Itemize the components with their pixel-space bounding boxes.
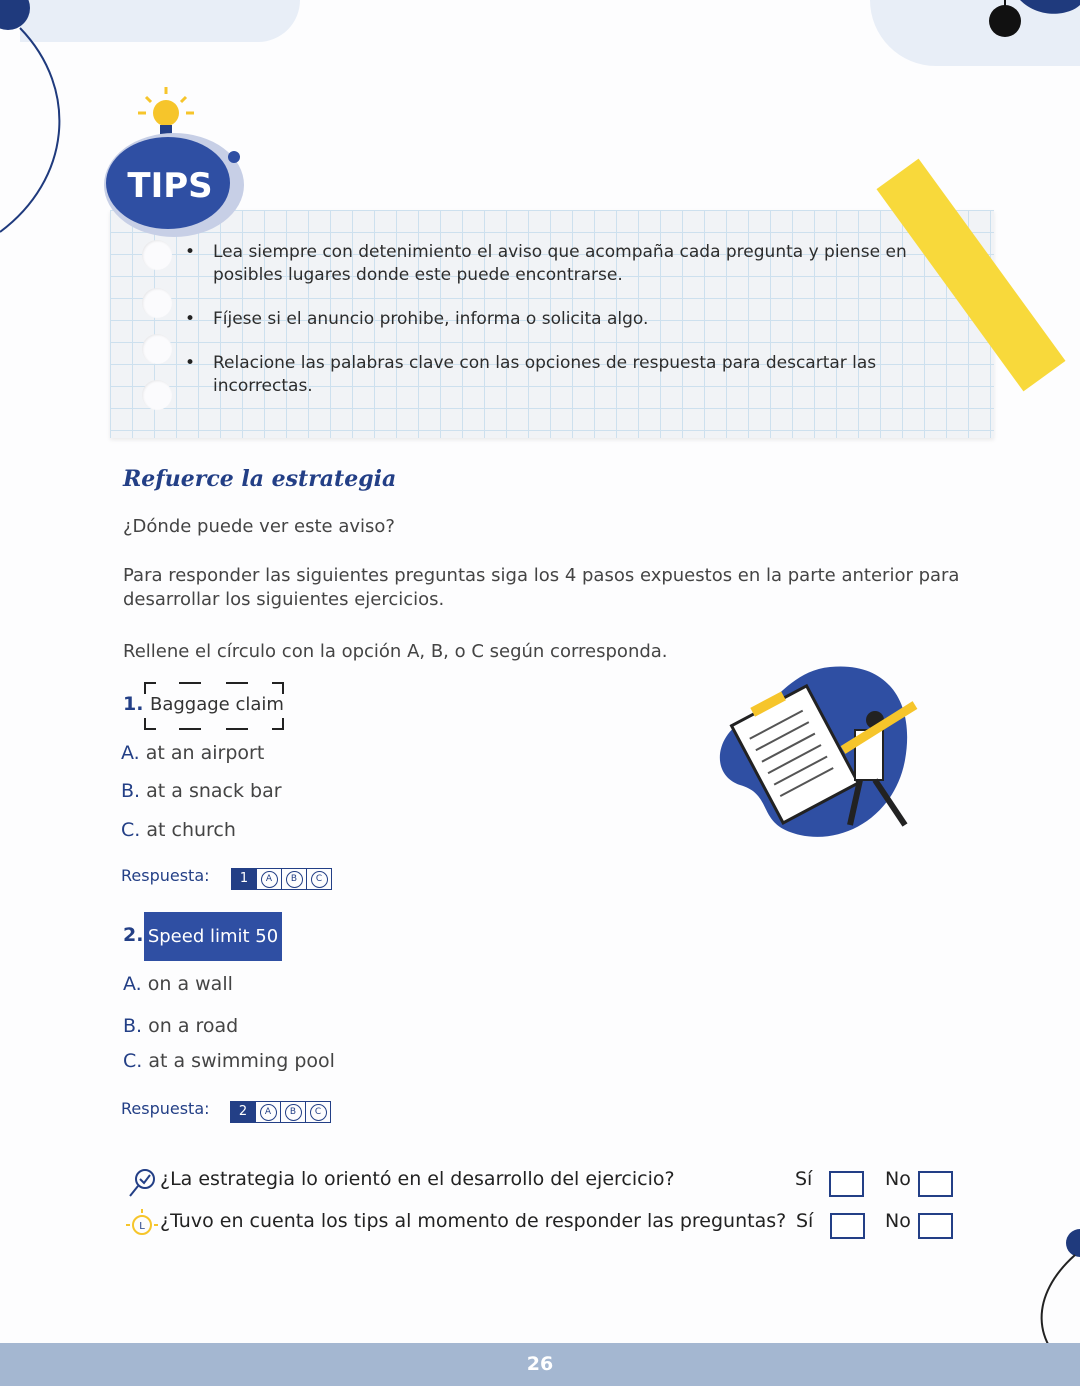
question-1-number: 1.	[123, 693, 144, 715]
check-2-no-box[interactable]	[918, 1213, 953, 1239]
instructions-text: Para responder las siguientes preguntas siga los 4 pasos expuestos en la parte anterior para desarrollar los siguientes ejercicios.	[123, 565, 960, 610]
check-question-1: ¿La estrategia lo orientó en el desarrollo del ejercicio?	[160, 1168, 675, 1190]
check-1-yes-label: Sí	[795, 1168, 813, 1190]
tip-item: • Fíjese si el anuncio prohibe, informa o solicita algo.	[185, 308, 925, 331]
page-number: 26	[526, 1353, 554, 1375]
tip-item: • Relacione las palabras clave con las opciones de respuesta para descartar las incorrectas.	[185, 352, 925, 398]
magnifier-check-icon	[128, 1168, 158, 1198]
q2-answer-label: Respuesta:	[121, 1099, 210, 1118]
q2-option-b[interactable]: B. on a road	[123, 1015, 239, 1037]
svg-text:TIPS: TIPS	[127, 166, 213, 206]
left-arc-decoration	[0, 0, 90, 240]
paper-hole	[142, 334, 172, 364]
q1-answer-number: 1	[232, 869, 256, 889]
check-2-yes-label: Sí	[796, 1210, 814, 1232]
lightbulb-icon	[138, 87, 194, 135]
paper-hole	[142, 288, 172, 318]
check-1-no-box[interactable]	[918, 1171, 953, 1197]
check-2-yes-box[interactable]	[830, 1213, 865, 1239]
q2-option-a[interactable]: A. on a wall	[123, 973, 233, 995]
top-right-ornament	[960, 0, 1080, 60]
svg-text:L: L	[139, 1221, 145, 1232]
check-1-yes-box[interactable]	[829, 1171, 864, 1197]
check-2-no-label: No	[885, 1210, 911, 1232]
q1-circle-c[interactable]: C	[311, 871, 328, 888]
q1-answer-box	[231, 868, 332, 890]
q1-option-c[interactable]: C. at church	[121, 819, 236, 841]
fill-instruction: Rellene el círculo con la opción A, B, o C según corresponda.	[123, 641, 668, 662]
check-question-2: ¿Tuvo en cuenta los tips al momento de responder las preguntas?	[160, 1210, 787, 1232]
q1-circle-b[interactable]: B	[286, 871, 303, 888]
paper-hole	[142, 240, 172, 270]
q2-circle-b[interactable]: B	[285, 1104, 302, 1121]
q2-circle-c[interactable]: C	[310, 1104, 327, 1121]
q2-answer-box	[230, 1101, 331, 1123]
checklist-illustration	[715, 665, 925, 845]
tip-item: • Lea siempre con detenimiento el aviso que acompaña cada pregunta y piense en posibles lugares donde este puede encontrarse.	[185, 241, 925, 287]
q2-answer-number: 2	[231, 1102, 255, 1122]
q1-circle-a[interactable]: A	[261, 871, 278, 888]
speed-limit-sign: Speed limit 50	[144, 912, 282, 961]
paper-hole	[142, 380, 172, 410]
q1-option-a[interactable]: A. at an airport	[121, 742, 265, 764]
tips-list	[185, 241, 925, 419]
q1-answer-label: Respuesta:	[121, 866, 210, 885]
question-text: ¿Dónde puede ver este aviso?	[123, 516, 395, 537]
check-1-no-label: No	[885, 1168, 911, 1190]
question-2-number: 2.	[123, 924, 144, 946]
section-title: Refuerce la estrategia	[123, 466, 397, 492]
q2-circle-a[interactable]: A	[260, 1104, 277, 1121]
tips-badge	[100, 85, 245, 240]
q1-option-b[interactable]: B. at a snack bar	[121, 780, 282, 802]
q2-option-c[interactable]: C. at a swimming pool	[123, 1050, 335, 1072]
lightbulb-tip-icon	[124, 1208, 158, 1242]
baggage-claim-sign: Baggage claim	[150, 694, 284, 715]
